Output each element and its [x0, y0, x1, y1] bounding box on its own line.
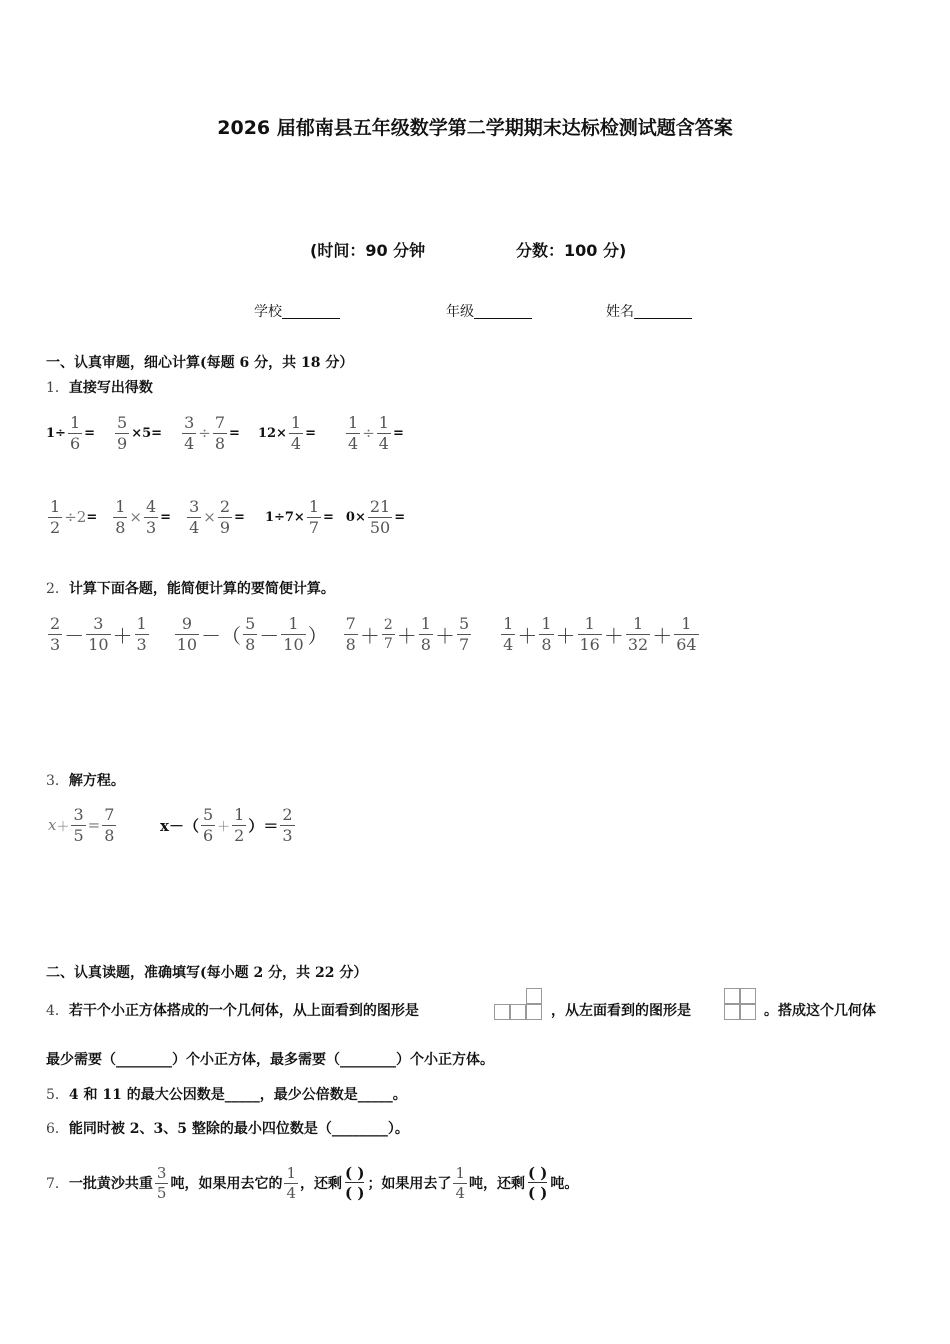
answer-blank-2[interactable]: ( ) ( )	[527, 1164, 548, 1202]
question-5: 5．4 和 11 的最大公因数是_____，最少公倍数是_____。	[46, 1087, 407, 1103]
q1-row-2: $\frac{1}{2}$ ÷2 = $\frac{1}{8}$ × $\frac{4}{3}$ = $\frac{3}{4}$ × $\frac{2}{9}$ = 1÷7× $\frac{1}{7}$ = 0× $\frac{21}{50}$ =	[50, 496, 406, 537]
q3-equation-1: x ＋ $\frac{3}{5}$ = $\frac{7}{8}$	[48, 804, 115, 845]
answer-blank-1[interactable]: ( ) ( )	[345, 1164, 365, 1202]
exam-time: (时间：90 分钟	[310, 241, 426, 260]
name-label: 姓名	[606, 304, 634, 320]
question-4-line-2: 最少需要（________）个小正方体，最多需要（________）个小正方体。	[46, 1052, 494, 1068]
question-1: 1．直接写出得数	[46, 380, 153, 396]
exam-score: 分数：100 分)	[516, 241, 627, 260]
question-4-part-2: ，从左面看到的图形是	[551, 1003, 691, 1019]
page-title: 2026 届郁南县五年级数学第二学期期末达标检测试题含答案	[217, 117, 733, 139]
top-view-shape	[494, 986, 548, 1024]
q3-equation-2: x－（ $\frac{5}{6}$ ＋ $\frac{1}{2}$ ）＝ $\frac{2}{3}$	[160, 804, 293, 845]
section-2-heading: 二、认真读题，准确填写(每小题 2 分，共 22 分）	[46, 965, 368, 981]
question-2: 2．计算下面各题，能简便计算的要简便计算。	[46, 581, 335, 597]
left-view-shape	[724, 986, 760, 1022]
question-7: 7． 一批黄沙共重 $\frac{3}{5}$ 吨，如果用去它的 $\frac{1}{4}$ ，还剩 ( ) ( ) ；如果用去了 $\frac{1}{4}$ 吨，还剩 ( ) ( ) 吨。	[46, 1163, 579, 1202]
question-3: 3．解方程。	[46, 773, 125, 789]
school-label: 学校	[254, 304, 282, 320]
question-4-part-3: 。搭成这个几何体	[764, 1003, 876, 1019]
question-6: 6．能同时被 2、3、5 整除的最小四位数是（________）。	[46, 1121, 409, 1137]
q2-expressions: $\frac{2}{3}$ － $\frac{3}{10}$ ＋ $\frac{1}{3}$ $\frac{9}{10}$ － （ $\frac{5}{8}$ － $\frac{1}{10}$ ） $\frac{7}{8}$ ＋ $\frac{2}{7}$ ＋ $\frac{1}{8}$ ＋ $\frac{5}{7}$ $\frac{1}{4}$ ＋ $\frac{1}{8}$ ＋ $\frac{1}{16}$ ＋ $\frac{1}{32}$ ＋ $\frac{1}{64}$	[50, 613, 697, 654]
q1-row-1: 1÷ $\frac{1}{6}$ = $\frac{5}{9}$ ×5= $\frac{3}{4}$ ÷ $\frac{7}{8}$ = 12× $\frac{1}{4}$ = $\frac{1}{4}$ ÷ $\frac{1}{4}$ =	[46, 412, 404, 453]
question-4-line-1: 4．若干个小正方体搭成的一个几何体，从上面看到的图形是	[46, 1003, 419, 1019]
section-1-heading: 一、认真审题，细心计算(每题 6 分，共 18 分）	[46, 355, 354, 371]
grade-label: 年级	[446, 304, 474, 320]
name-field[interactable]	[606, 301, 692, 321]
school-field[interactable]	[254, 301, 340, 321]
grade-field[interactable]	[446, 301, 532, 321]
